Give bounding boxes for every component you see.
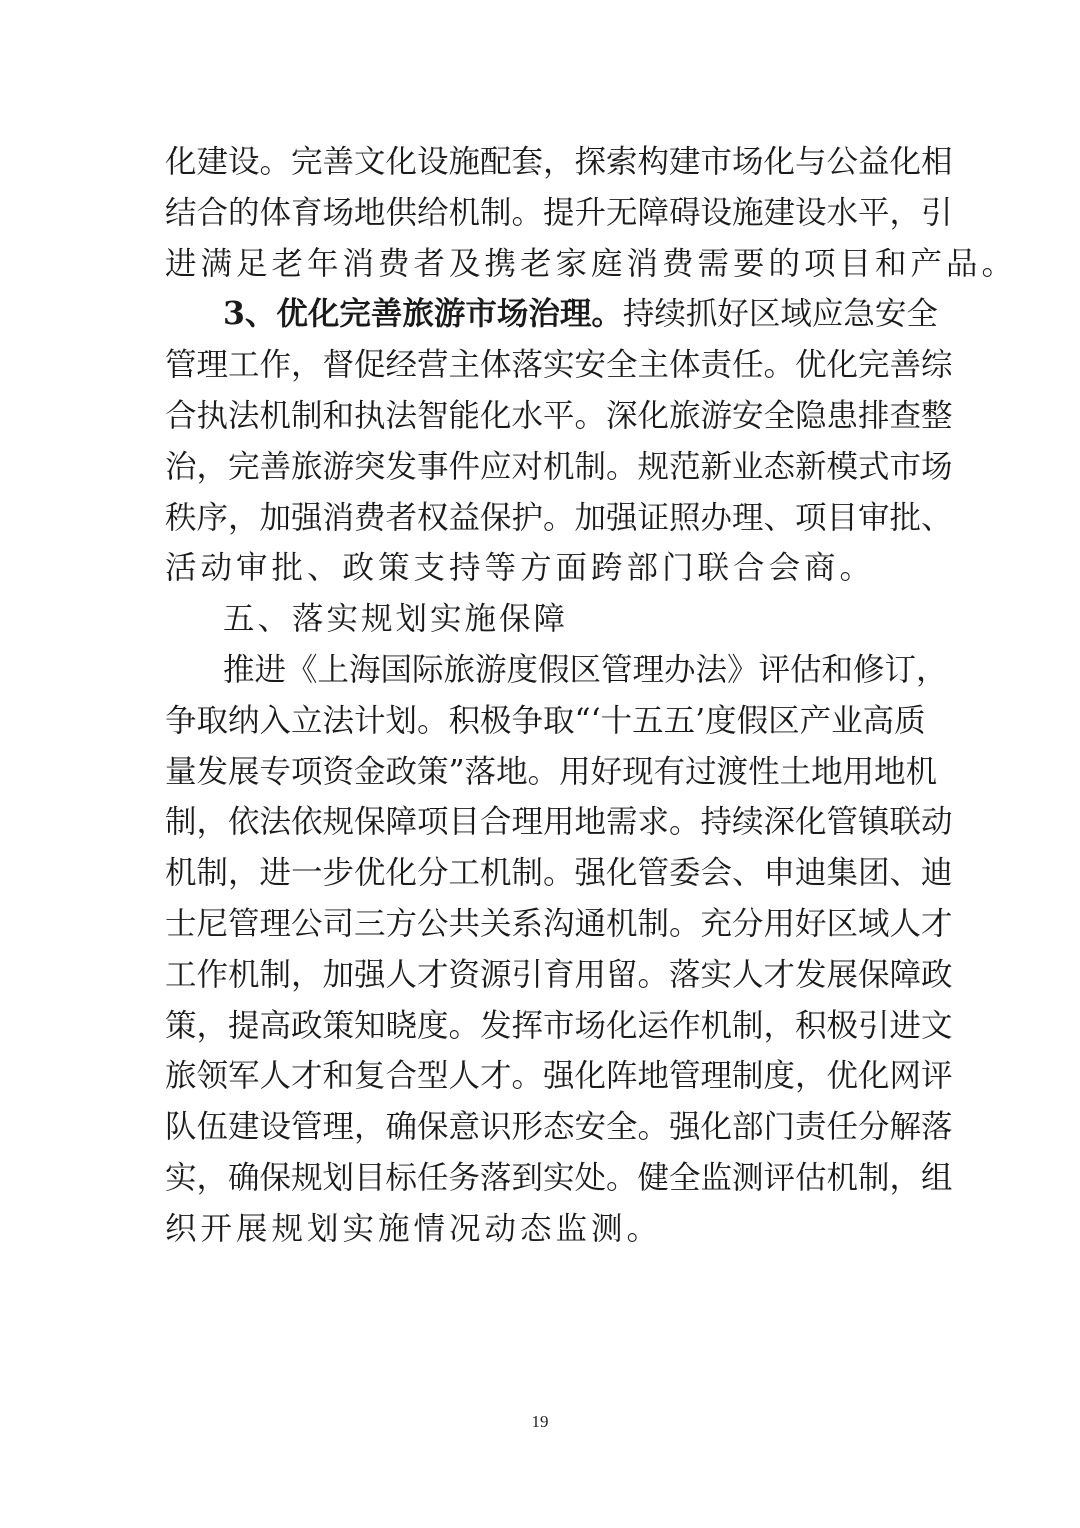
paragraph-line: 活动审批、政策支持等方面跨部门联合会商。 bbox=[165, 550, 876, 587]
paragraph-line: 制，依法依规保障项目合理用地需求。持续深化管镇联动 bbox=[165, 804, 953, 841]
paragraph-first-line bbox=[165, 289, 938, 340]
paragraph-line: 进满足老年消费者及携老家庭消费需要的项目和产品。 bbox=[165, 245, 1018, 282]
paragraph-line: 秩序，加强消费者权益保护。加强证照办理、项目审批、 bbox=[165, 499, 953, 536]
paragraph-line: 管理工作，督促经营主体落实安全主体责任。优化完善综 bbox=[165, 347, 953, 384]
page-number: 19 bbox=[531, 1412, 549, 1431]
paragraph-line: 旅领军人才和复合型人才。强化阵地管理制度，优化网评 bbox=[165, 1058, 953, 1095]
paragraph-line: 治，完善旅游突发事件应对机制。规范新业态新模式市场 bbox=[165, 448, 953, 485]
subsection-heading: 3、优化完善旅游市场治理。 bbox=[223, 295, 623, 333]
paragraph-line: 机制，进一步优化分工机制。强化管委会、申迪集团、迪 bbox=[165, 855, 953, 892]
paragraph-first-line: 推进《上海国际旅游度假区管理办法》评估和修订， bbox=[223, 651, 948, 688]
paragraph-line: 量发展专项资金政策”落地。用好现有过渡性土地用地机 bbox=[165, 753, 938, 790]
paragraph-line: 工作机制，加强人才资源引育用留。落实人才发展保障政 bbox=[165, 956, 953, 993]
document-body bbox=[165, 137, 1018, 1255]
paragraph-line: 争取纳入立法计划。积极争取“‘十五五’度假区产业高质 bbox=[165, 702, 926, 739]
paragraph-line: 策，提高政策知晓度。发挥市场化运作机制，积极引进文 bbox=[165, 1007, 953, 1044]
paragraph-line: 队伍建设管理，确保意识形态安全。强化部门责任分解落 bbox=[165, 1109, 953, 1146]
paragraph-line: 实，确保规划目标任务落到实处。健全监测评估机制，组 bbox=[165, 1159, 953, 1196]
paragraph-text: 持续抓好区域应急安全 bbox=[622, 296, 938, 333]
paragraph-line: 化建设。完善文化设施配套，探索构建市场化与公益化相 bbox=[165, 144, 953, 180]
section-heading: 五、落实规划实施保障 bbox=[223, 601, 569, 638]
paragraph-line: 织开展规划实施情况动态监测。 bbox=[165, 1210, 663, 1247]
paragraph-line: 结合的体育场地供给机制。提升无障碍设施建设水平，引 bbox=[165, 194, 953, 231]
paragraph-line: 士尼管理公司三方公共关系沟通机制。充分用好区域人才 bbox=[165, 905, 953, 942]
paragraph-line: 合执法机制和执法智能化水平。深化旅游安全隐患排查整 bbox=[165, 397, 953, 434]
